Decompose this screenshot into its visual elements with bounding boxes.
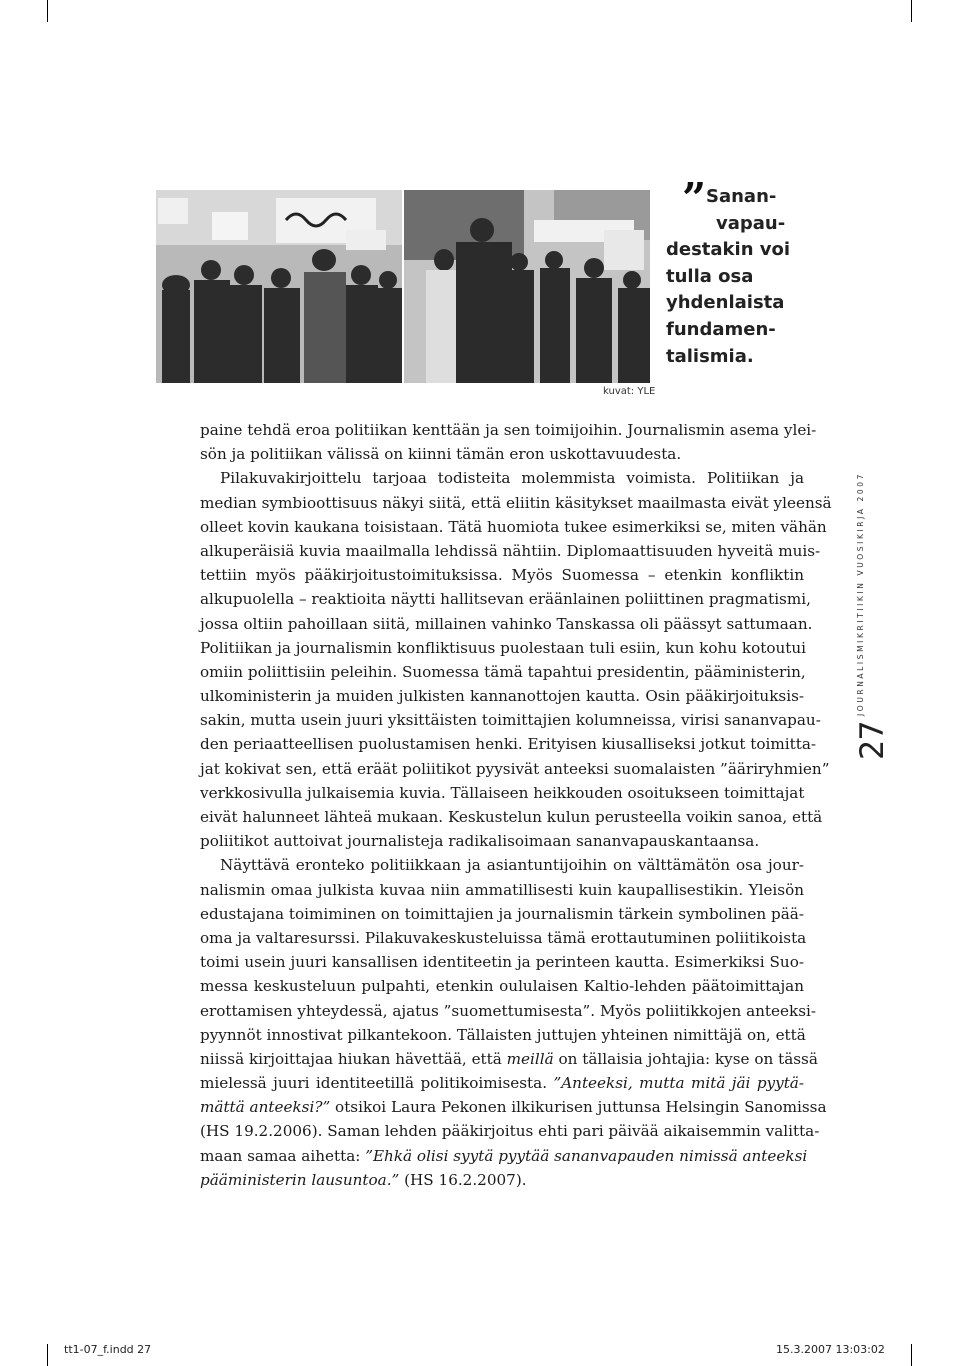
pull-quote-line: fundamen- — [666, 318, 776, 340]
body-text-segment: on tällaisia johtajia: kyse on tässä — [553, 1049, 818, 1068]
crop-mark — [911, 1344, 912, 1366]
body-line: alkupuolella – reaktioita näytti hallitsevan eräänlainen poliittinen pragmatismi, — [200, 590, 811, 609]
quote-mark-icon: ” — [682, 174, 707, 223]
footer-file: tt1-07_f.indd 27 — [64, 1343, 152, 1356]
pull-quote-line: yhdenlaista — [666, 292, 785, 314]
body-text-segment: niissä kirjoittajaa hiukan hävettää, että — [200, 1049, 507, 1068]
body-line: jossa oltiin pahoillaan siitä, millainen vahinko Tanskassa oli päässyt sattumaan. — [200, 614, 813, 633]
body-line: sakin, mutta usein juuri yksittäisten toimittajien kolumneissa, virisi sananvapau- — [200, 711, 821, 730]
pull-quote-line: tulla osa — [666, 265, 754, 287]
body-line: omiin poliittisiin peleihin. Suomessa tämä tapahtui presidentin, pääministerin, — [200, 662, 806, 681]
body-line: eivät halunneet lähteä mukaan. Keskustelun kulun perusteella voikin sanoa, että — [200, 808, 823, 826]
body-line — [200, 1071, 804, 1095]
body-line: ulkoministerin ja muiden julkisten kannanottojen kautta. Osin pääkirjoituksis- — [200, 687, 804, 706]
body-line: median symbioottisuus näkyi siitä, että eliitin käsitykset maailmasta eivät yleensä — [200, 493, 832, 512]
body-line: paine tehdä eroa politiikan kenttään ja sen toimijoihin. Journalismin asema ylei- — [200, 421, 817, 439]
photo-left — [156, 190, 402, 383]
italic-segment: ”Anteeksi, mutta mitä jäi pyytä- — [553, 1074, 804, 1093]
crop-mark — [911, 0, 912, 22]
body-line: den periaatteellisen puolustamisen henki. Erityisen kiusalliseksi jotkut toimitta- — [200, 735, 817, 754]
body-line: verkkosivulla julkaisemia kuvia. Tällaiseen heikkouden osoitukseen toimittajat — [200, 783, 805, 802]
italic-segment: meillä — [506, 1049, 554, 1068]
italic-segment: ”Ehkä olisi syytä pyytää sananvapauden nimissä anteeksi — [365, 1146, 808, 1165]
body-line: messa keskusteluun pulpahti, etenkin oululaisen Kaltio-lehden päätoimittajan — [200, 977, 804, 996]
body-line: (HS 19.2.2006). Saman lehden pääkirjoitus ehti pari päivää aikaisemmin valitta- — [200, 1122, 820, 1141]
body-line: erottamisen yhteydessä, ajatus ”suomettumisesta”. Myös poliitikkojen anteeksi- — [200, 1001, 816, 1020]
body-text-segment: mielessä juuri identiteetillä politikoimisesta. — [200, 1074, 554, 1093]
body-text-segment: maan samaa aihetta: — [200, 1146, 366, 1165]
body-line: jat kokivat sen, että eräät poliitikot pyysivät anteeksi suomalaisten ”ääriryhmien” — [200, 759, 830, 778]
pull-quote-line: talismia. — [666, 345, 754, 367]
body-line: tettiin myös pääkirjoitustoimituksissa. Myös Suomessa – etenkin konfliktin — [200, 566, 804, 585]
body-line: poliitikot auttoivat journalisteja radikalisoimaan sananvapauskantaansa. — [200, 832, 760, 851]
body-line: pyynnöt innostivat pilkantekoon. Tällaisten juttujen yhteinen nimittäjä on, että — [200, 1025, 806, 1044]
body-line: oma ja valtaresurssi. Pilakuvakeskusteluissa tämä erottautuminen poliitikoista — [200, 928, 807, 947]
footer-timestamp: 15.3.2007 13:03:02 — [776, 1343, 885, 1356]
body-line: nalismin omaa julkista kuvaa niin ammatillisesti kuin kaupallisestikin. Yleisön — [200, 880, 804, 899]
crop-mark — [47, 1344, 48, 1366]
body-line: alkuperäisiä kuvia maailmalla lehdissä nähtiin. Diplomaattisuuden hyveitä muis- — [200, 541, 821, 560]
pull-quote-line: vapau- — [716, 212, 786, 234]
body-line: Näyttävä eronteko politiikkaan ja asiantuntijoihin on välttämätön osa jour- — [220, 856, 804, 875]
pull-quote-line: destakin voi — [666, 239, 791, 261]
body-line — [200, 1047, 818, 1071]
body-text-segment: otsikoi Laura Pekonen ilkikurisen juttunsa Helsingin Sanomissa — [330, 1098, 827, 1117]
photo-right — [404, 190, 650, 383]
pull-quote-line: Sanan- — [706, 186, 777, 207]
page-number: 27 — [853, 721, 891, 760]
body-line: edustajana toimiminen on toimittajien ja journalismin tärkein symbolinen pää- — [200, 904, 804, 923]
italic-segment: mättä anteeksi?” — [200, 1098, 331, 1117]
body-text — [200, 418, 832, 1192]
body-line: olleet kovin kaukana toisistaan. Tätä huomiota tukee esimerkiksi se, miten vähän — [200, 517, 827, 536]
body-line — [200, 1095, 827, 1119]
body-line — [200, 1168, 804, 1192]
italic-segment: pääministerin lausuntoa.” — [200, 1170, 400, 1189]
body-line: Pilakuvakirjoittelu tarjoaa todisteita molemmista voimista. Politiikan ja — [220, 469, 804, 488]
body-line: Politiikan ja journalismin konfliktisuus puolestaan tuli esiin, kun kohu kotoutui — [200, 638, 807, 657]
pull-quote — [666, 184, 806, 370]
body-line — [200, 1144, 808, 1168]
running-title: JOURNALISMIKRITIIKIN VUOSIKIRJA 2007 — [856, 472, 865, 716]
crop-mark — [47, 0, 48, 22]
body-line: toimi usein juuri kansallisen identiteetin ja perinteen kautta. Esimerkiksi Suo- — [200, 953, 804, 972]
body-text-segment: (HS 16.2.2007). — [399, 1170, 527, 1189]
body-line: sön ja politiikan välissä on kiinni tämän eron uskottavuudesta. — [200, 445, 682, 464]
photo-credit: kuvat: YLE — [603, 386, 656, 397]
